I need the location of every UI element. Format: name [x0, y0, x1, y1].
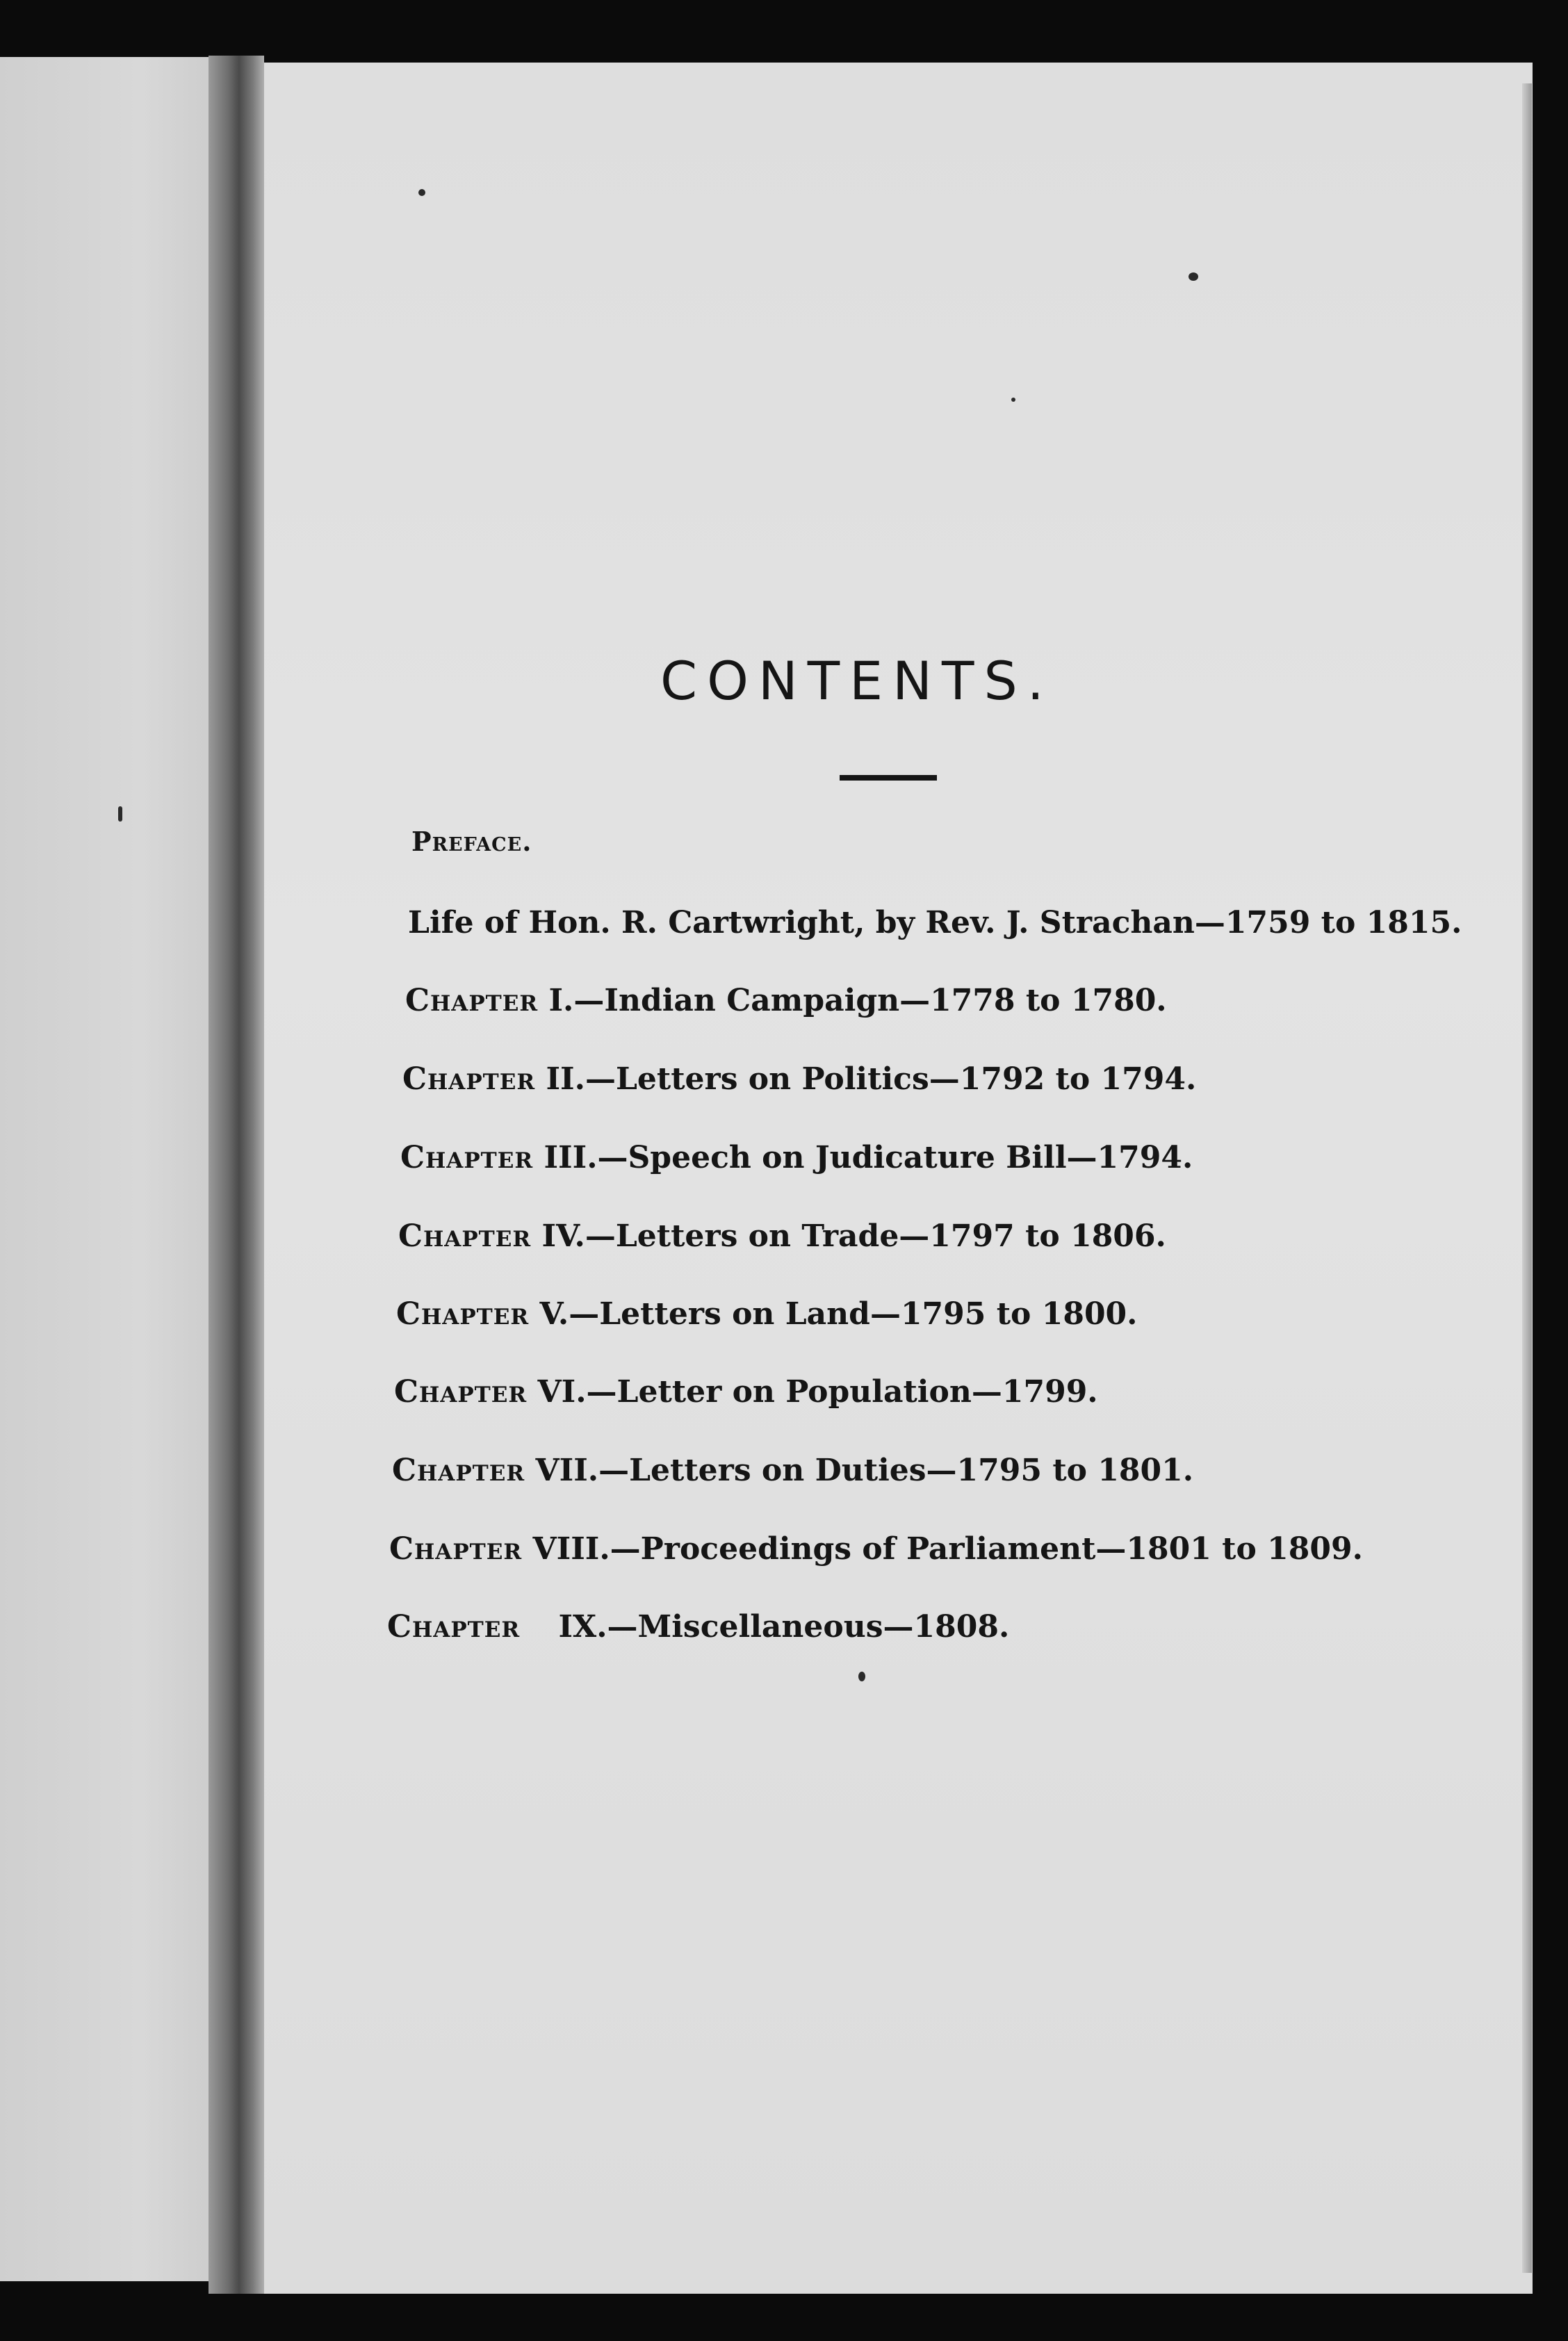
chapter-title: VII.—Letters on Duties—1795 to 1801. [535, 1453, 1194, 1488]
chapter-title: IV.—Letters on Trade—1797 to 1806. [541, 1218, 1166, 1254]
chapter-title: III.—Speech on Judicature Bill—1794. [544, 1140, 1193, 1175]
chapter-label: Chapter [402, 1061, 536, 1097]
chapter-label: Chapter [387, 1609, 521, 1645]
chapter-label: Chapter [392, 1453, 525, 1488]
title-rule [840, 775, 937, 781]
chapter-label: Chapter [400, 1140, 534, 1175]
chapter-label: Chapter [394, 1374, 528, 1410]
toc-entry-chapter-5 [396, 1296, 1138, 1332]
toc-entry-life: Life of Hon. R. Cartwright, by Rev. J. Strachan—1759 to 1815. [408, 905, 1462, 940]
chapter-label: Chapter [396, 1296, 530, 1332]
toc-entry-chapter-1 [405, 983, 1167, 1018]
chapter-title: II.—Letters on Politics—1792 to 1794. [546, 1061, 1197, 1097]
chapter-title: VI.—Letter on Population—1799. [537, 1374, 1098, 1410]
toc-entry-chapter-8 [389, 1531, 1363, 1567]
page-title: CONTENTS. [660, 650, 1054, 712]
toc-entry-chapter-4 [398, 1218, 1166, 1254]
chapter-title: I.—Indian Campaign—1778 to 1780. [548, 983, 1167, 1018]
toc-entry-chapter-2 [402, 1061, 1196, 1097]
toc-entry-chapter-9 [387, 1609, 1009, 1645]
toc-entry-chapter-3 [400, 1140, 1193, 1175]
toc-entry-preface: Preface. [411, 826, 532, 857]
chapter-label: Chapter [405, 983, 539, 1018]
chapter-title: IX.—Miscellaneous—1808. [558, 1609, 1010, 1645]
chapter-label: Chapter [398, 1218, 532, 1254]
chapter-title: VIII.—Proceedings of Parliament—1801 to 1809. [532, 1531, 1363, 1567]
chapter-title: V.—Letters on Land—1795 to 1800. [539, 1296, 1138, 1332]
toc-entry-chapter-6 [394, 1374, 1098, 1410]
toc-entry-chapter-7 [392, 1453, 1193, 1488]
chapter-label: Chapter [389, 1531, 523, 1567]
